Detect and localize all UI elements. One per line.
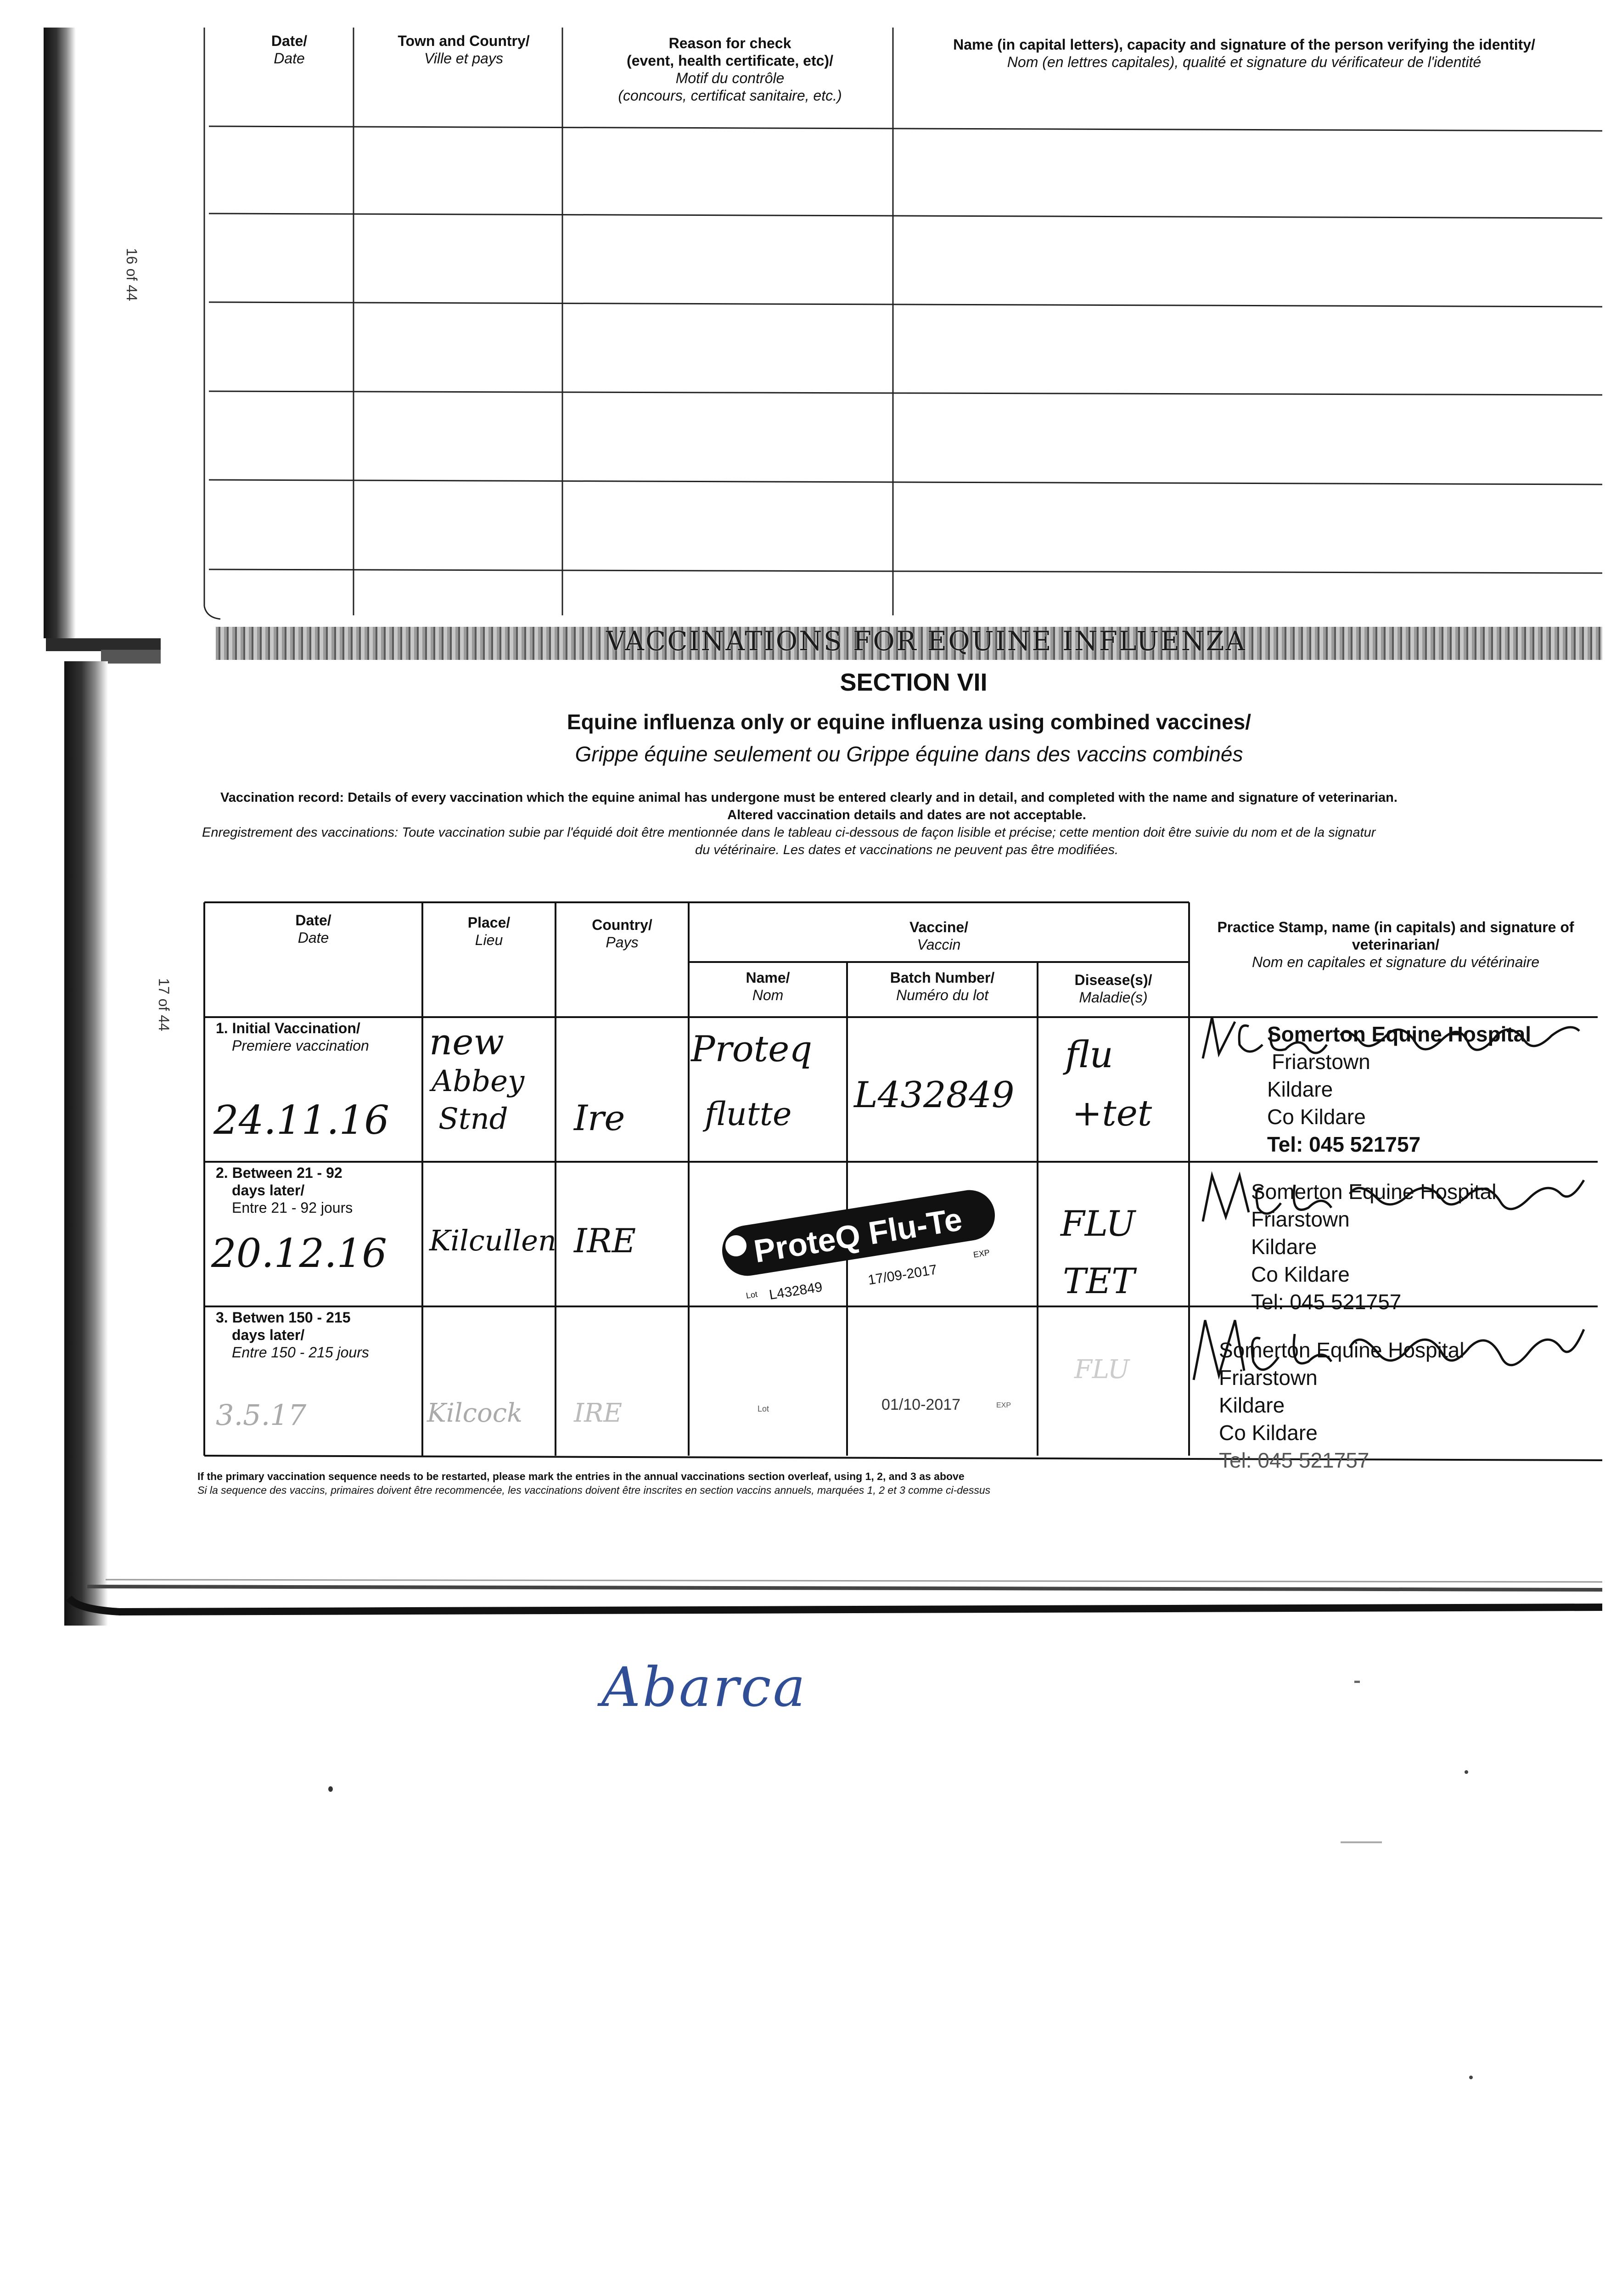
row3-label-en2: days later/: [232, 1327, 305, 1343]
col-batch-fr: Numéro du lot: [896, 987, 988, 1003]
col-country-header: [558, 916, 686, 951]
row3-stamp-co: Co Kildare: [1219, 1421, 1318, 1445]
scan-speck: [328, 1786, 333, 1792]
record-en2: Altered vaccination details and dates are not acceptable.: [727, 808, 1086, 822]
row3-disease: FLU: [1074, 1355, 1130, 1384]
row2-disease-line1: FLU: [1061, 1203, 1136, 1244]
row2-label-fr: Entre 21 - 92 jours: [232, 1199, 353, 1216]
col-place-fr: Lieu: [475, 932, 503, 948]
handwritten-name: Abarca: [601, 1655, 807, 1719]
top-col-reason-fr: Motif du contrôle: [675, 70, 785, 86]
row2-stamp-county: Kildare: [1251, 1235, 1317, 1259]
row2-vaccine-sticker: [716, 1199, 1001, 1309]
row3-label-fr: Entre 150 - 215 jours: [232, 1344, 369, 1361]
col-date-en: Date/: [295, 912, 331, 929]
sticker-brand: ProteQ Flu-Te: [751, 1201, 965, 1270]
sticker-exp: 17/09-2017: [867, 1262, 938, 1288]
section-subtitle-fr: Grippe équine seulement ou Grippe équine dans des vaccins combinés: [575, 742, 1243, 766]
row3-stamp-practice: Somerton Equine Hospital: [1219, 1338, 1465, 1362]
row1-stamp-tel: Tel: 045 521757: [1267, 1132, 1421, 1156]
top-col-date-en: Date/: [271, 33, 308, 49]
row2-stamp-co: Co Kildare: [1251, 1262, 1350, 1286]
row2-vet-signature: [1194, 1162, 1598, 1231]
row1-batch: L432849: [854, 1075, 1015, 1116]
section-title: SECTION VII: [840, 669, 988, 696]
top-col-reason-en2: (event, health certificate, etc)/: [627, 52, 833, 69]
scan-speck: [1354, 1681, 1360, 1683]
row3-vaccine-sticker: [758, 1396, 1033, 1424]
col-batch-header: [849, 969, 1035, 1004]
row2-stamp-town: Friarstown: [1251, 1207, 1350, 1231]
bottom-binding-edge: [0, 1561, 1622, 1616]
col-vaccine-fr: Vaccin: [917, 936, 961, 953]
col-place-header: [425, 914, 553, 949]
row3-label-en: 3. Betwen 150 - 215: [216, 1309, 351, 1326]
col-date-fr: Date: [297, 929, 329, 946]
row3-sticker-exp: 01/10-2017: [881, 1396, 961, 1413]
top-col-town-en: Town and Country/: [398, 33, 530, 49]
row2-disease-line2: TET: [1063, 1261, 1135, 1301]
record-fr2: du vétérinaire. Les dates et vaccinations ne peuvent pas être modifiées.: [695, 843, 1119, 857]
row2-stamp-practice: Somerton Equine Hospital: [1251, 1180, 1497, 1204]
row2-stamp-tel: Tel: 045 521757: [1251, 1290, 1402, 1314]
sticker-lot-label: Lot: [745, 1289, 758, 1300]
col-vaccine-en: Vaccine/: [909, 919, 969, 935]
col-country-fr: Pays: [606, 934, 639, 951]
row1-label-en: 1. Initial Vaccination/: [216, 1020, 360, 1036]
col-vet-fr: Nom en capitales et signature du vétérinaire: [1252, 954, 1540, 970]
col-disease-en: Disease(s)/: [1074, 972, 1152, 988]
top-col-name-en: Name (in capital letters), capacity and signature of the person verifying the identity/: [953, 36, 1535, 53]
col-batch-en: Batch Number/: [890, 969, 995, 986]
record-en: Vaccination record: Details of every vaccination which the equine animal has undergone must be entered clearly and in detail, and completed with the name and signature of veterinarian.: [220, 790, 1398, 805]
row3-sticker-lot-label: Lot: [758, 1404, 769, 1413]
col-disease-fr: Maladie(s): [1079, 989, 1148, 1006]
row1-stamp-town: Friarstown: [1272, 1050, 1370, 1074]
row2-date: 20.12.16: [211, 1231, 387, 1277]
row3-stamp-county: Kildare: [1219, 1393, 1285, 1417]
row3-label: [216, 1309, 418, 1361]
row3-stamp-tel: Tel: 045 521757: [1219, 1448, 1369, 1472]
col-disease-header: [1040, 971, 1187, 1006]
col-vaccine-header: [691, 918, 1187, 953]
section-subtitle-en: Equine influenza only or equine influenza using combined vaccines/: [567, 710, 1252, 734]
row1-stamp-practice: Somerton Equine Hospital: [1267, 1022, 1532, 1046]
col-vet-en: Practice Stamp, name (in capitals) and signature of veterinarian/: [1217, 919, 1574, 953]
top-col-date-fr: Date: [274, 50, 305, 67]
footnote-fr: Si la sequence des vaccins, primaires doivent être recommencée, les vaccinations doivent être inscrites en section vaccins annuels, marquées 1, 2 et 3 comme ci-dessus: [197, 1484, 991, 1496]
row2-label-en: 2. Between 21 - 92: [216, 1165, 342, 1181]
page-marker-17: 17 of 44: [156, 978, 172, 1031]
row1-label-fr: Premiere vaccination: [232, 1037, 369, 1054]
row1-vaccine-name-line1: Proteq: [691, 1029, 813, 1070]
top-col-reason-en: Reason for check: [668, 35, 791, 51]
restart-footnote: [197, 1469, 1207, 1497]
col-name-header: [691, 969, 845, 1004]
row1-label: [216, 1019, 418, 1054]
col-date-header: [207, 912, 420, 946]
scan-speck: [1465, 1770, 1468, 1774]
row1-date: 24.11.16: [213, 1097, 389, 1143]
page-marker-16: 16 of 44: [123, 248, 140, 301]
col-country-en: Country/: [592, 917, 652, 933]
row3-country: IRE: [574, 1398, 623, 1428]
row1-country: Ire: [574, 1097, 625, 1138]
col-place-en: Place/: [467, 914, 511, 931]
col-name-fr: Nom: [752, 987, 784, 1003]
row1-vet-signature: [1194, 1008, 1598, 1072]
row1-disease-line2: +tet: [1072, 1093, 1152, 1134]
row2-country: IRE: [574, 1221, 636, 1260]
row1-disease-line1: flu: [1065, 1033, 1113, 1076]
row3-stamp-town: Friarstown: [1219, 1366, 1318, 1390]
scan-speck: [1341, 1841, 1382, 1843]
row3-date: 3.5.17: [216, 1398, 307, 1432]
col-vet-header: [1194, 918, 1598, 971]
top-col-name-fr: Nom (en lettres capitales), qualité et signature du vérificateur de l'identité: [1007, 54, 1482, 70]
row1-stamp-county: Kildare: [1267, 1077, 1333, 1101]
row1-place-line3: Stnd: [438, 1102, 508, 1136]
sticker-exp-label: EXP: [972, 1248, 991, 1260]
top-col-town-fr: Ville et pays: [424, 50, 503, 67]
row1-vaccine-name-line2: flutte: [705, 1095, 792, 1133]
row2-label-en2: days later/: [232, 1182, 305, 1199]
footnote-en: If the primary vaccination sequence needs to be restarted, please mark the entries in the annual vaccinations section overleaf, using 1, 2, and 3 as above: [197, 1470, 965, 1482]
sticker-lot: L432849: [768, 1279, 824, 1303]
row2-label: [216, 1164, 418, 1216]
row2-place: Kilcullen: [429, 1224, 556, 1257]
row1-place-line2: Abbey: [432, 1064, 525, 1098]
row1-place-line1: new: [429, 1022, 505, 1063]
banner-title: VACCINATIONS FOR EQUINE INFLUENZA: [606, 625, 1246, 657]
row3-place: Kilcock: [427, 1398, 523, 1428]
row3-sticker-exp-label: EXP: [996, 1401, 1011, 1409]
row3-vet-signature: [1184, 1306, 1598, 1389]
record-fr: Enregistrement des vaccinations: Toute vaccination subie par l'équidé doit être mentionnée dans le tableau ci-dessous de façon lisible et précise; cette mention doit être suivie du nom et de la signatur: [202, 825, 1376, 840]
scan-speck: [1469, 2076, 1473, 2079]
row1-stamp-co: Co Kildare: [1267, 1105, 1366, 1129]
top-col-reason-fr2: (concours, certificat sanitaire, etc.): [618, 87, 842, 104]
col-name-en: Name/: [746, 969, 790, 986]
